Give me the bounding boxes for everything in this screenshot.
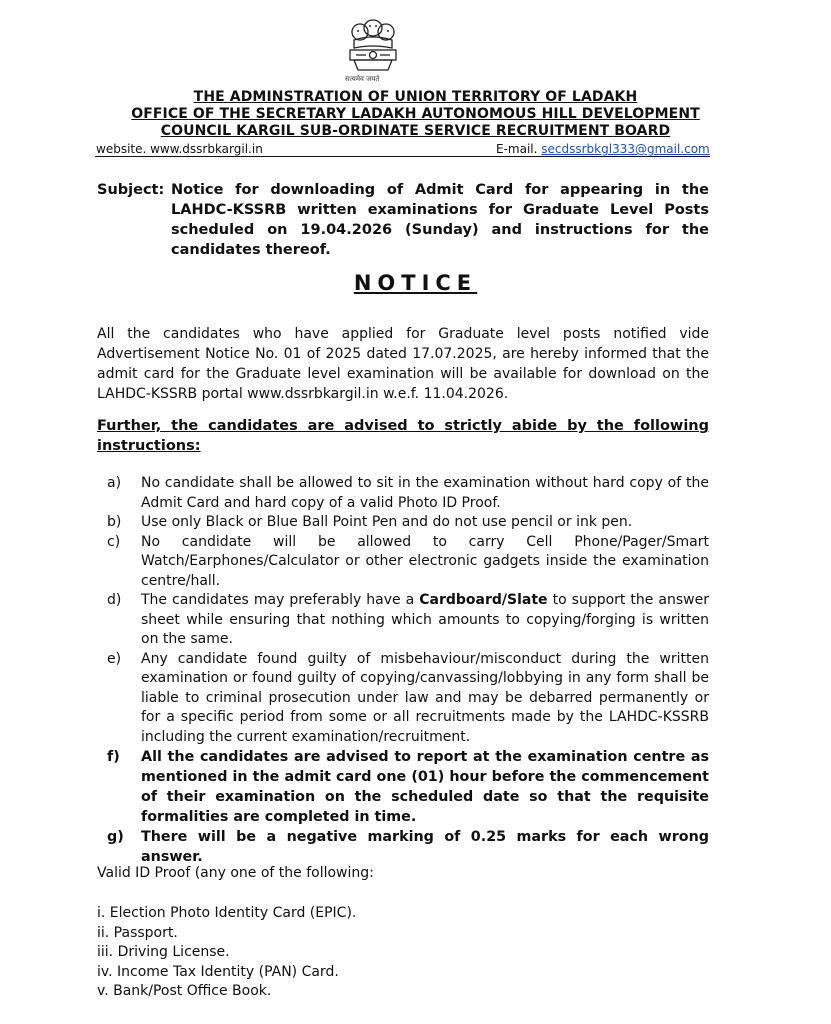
- email-label: E-mail.: [496, 142, 538, 156]
- valid-id-item: iii. Driving License.: [97, 944, 230, 960]
- valid-id-list: [97, 904, 356, 1002]
- subject-text: Notice for downloading of Admit Card for appearing in the LAHDC-KSSRB written examinations for Graduate Level Posts scheduled on 19.04.2026 (Sunday) and instructions for the candidates thereof.: [171, 182, 709, 258]
- valid-id-item: v. Bank/Post Office Book.: [97, 983, 272, 999]
- instructions-list: [97, 474, 709, 867]
- instruction-text: There will be a negative marking of 0.25 marks for each wrong answer.: [141, 829, 709, 865]
- header-divider: [95, 156, 710, 157]
- instruction-item: [97, 650, 709, 748]
- instruction-text-part: to support the answer sheet while ensuring that nothing which amounts to copying/forging is written on the same.: [141, 592, 709, 647]
- instruction-item: [97, 513, 709, 533]
- instruction-text: Any candidate found guilty of misbehaviour/misconduct during the written examination or found guilty of copying/canvassing/lobbying in any form shall be liable to criminal prosecution under law and may be debarred permanently or for a specific period from some or all recruitments made by the LAHDC-KSSRB including the current examination/recruitment.: [141, 650, 709, 745]
- instruction-text: No candidate shall be allowed to sit in the examination without hard copy of the Admit Card and hard copy of a valid Photo ID Proof.: [141, 475, 709, 511]
- instruction-key: b): [107, 514, 122, 530]
- header-line-2: OFFICE OF THE SECRETARY LADAKH AUTONOMOUS HILL DEVELOPMENT: [131, 106, 700, 122]
- header-line-1: THE ADMINSTRATION OF UNION TERRITORY OF LADAKH: [193, 89, 638, 105]
- instruction-item: [97, 747, 709, 827]
- subject-block: [97, 180, 709, 260]
- email-link[interactable]: secdssrbkgl333@gmail.com: [541, 142, 710, 156]
- valid-id-item: i. Election Photo Identity Card (EPIC).: [97, 905, 357, 921]
- valid-id-item: iv. Income Tax Identity (PAN) Card.: [97, 963, 339, 980]
- instruction-key: a): [107, 475, 122, 491]
- emblem-graphic: [340, 14, 406, 76]
- cardboard-slate-emphasis: Cardboard/Slate: [419, 592, 548, 608]
- header-line-3: COUNCIL KARGIL SUB-ORDINATE SERVICE RECRUITMENT BOARD: [160, 123, 671, 139]
- instruction-text: [141, 591, 709, 650]
- valid-id-heading: Valid ID Proof (any one of the following:: [97, 865, 374, 881]
- instruction-text: Use only Black or Blue Ball Point Pen and do not use pencil or ink pen.: [141, 514, 633, 530]
- emblem-motto: सत्यमेव जयते: [345, 75, 380, 83]
- instruction-item: [97, 827, 709, 867]
- instruction-text: No candidate will be allowed to carry Cell Phone/Pager/Smart Watch/Earphones/Calculator or other electronic gadgets inside the examination centre/hall.: [141, 533, 709, 589]
- notice-title: NOTICE: [353, 271, 478, 295]
- website-text: website. www.dssrbkargil.in: [96, 142, 263, 156]
- subject-label: Subject:: [97, 182, 165, 198]
- instruction-item: [97, 533, 709, 592]
- instruction-text-part: The candidates may preferably have a: [141, 592, 420, 608]
- instruction-item: [97, 591, 709, 650]
- instruction-key: f): [107, 749, 120, 765]
- instruction-key: g): [107, 829, 124, 845]
- instruction-key: e): [107, 650, 122, 667]
- valid-id-item: ii. Passport.: [97, 924, 178, 941]
- instructions-heading: Further, the candidates are advised to strictly abide by the following instructions:: [97, 418, 709, 454]
- instruction-key: d): [107, 592, 122, 608]
- instruction-text: All the candidates are advised to report at the examination centre as mentioned in the admit card one (01) hour before the commencement of their examination on the scheduled date so that the requisite formalities are completed in time.: [141, 749, 709, 825]
- instruction-key: c): [107, 533, 121, 550]
- intro-paragraph: All the candidates who have applied for Graduate level posts notified vide Advertisement Notice No. 01 of 2025 dated 17.07.2025, are hereby informed that the admit card for the Graduate level examination will be available for download on the LAHDC-KSSRB portal www.dssrbkargil.in w.e.f. 11.04.2026.: [97, 326, 709, 402]
- instruction-item: [97, 474, 709, 513]
